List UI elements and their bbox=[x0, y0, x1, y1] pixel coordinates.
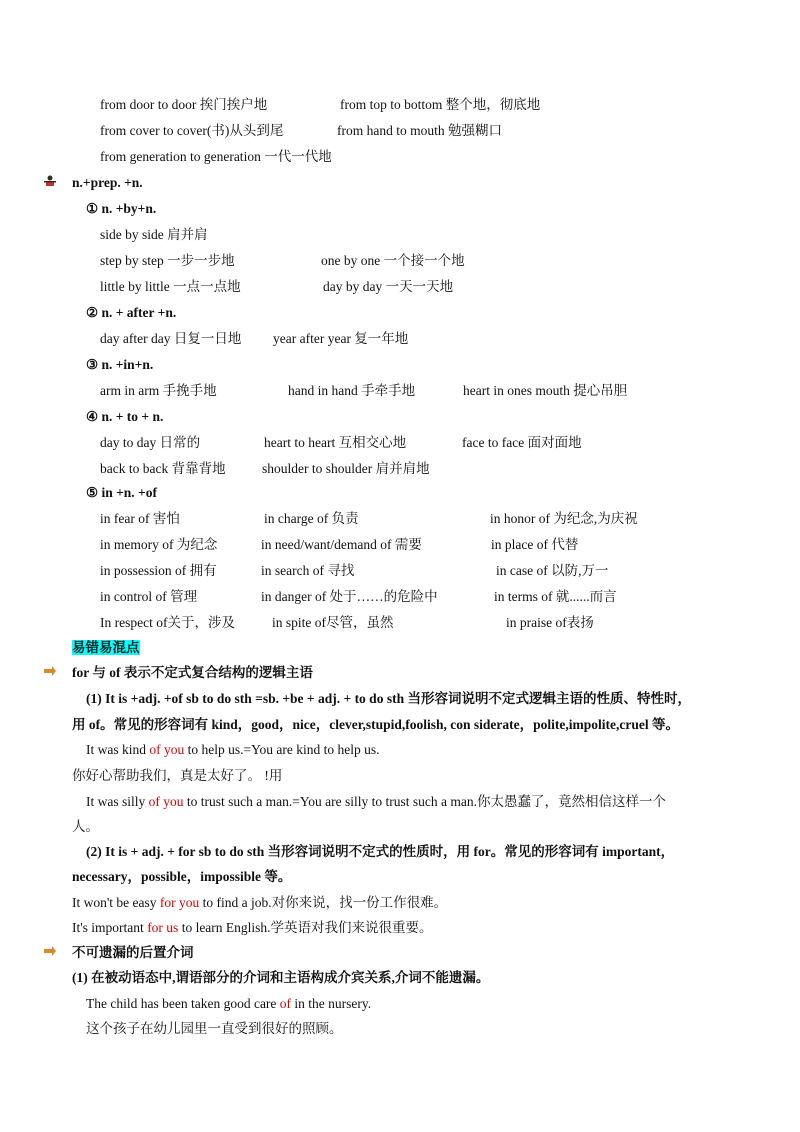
example-translation: 这个孩子在幼儿园里一直受到很好的照顾。 bbox=[86, 1021, 343, 1036]
example-text: to find a job.对你来说，找一份工作很难。 bbox=[199, 895, 448, 910]
example-sentence bbox=[86, 741, 380, 759]
subsection-heading: ① n. +by+n. bbox=[86, 201, 157, 216]
phrase-item: back to back 背靠背地 bbox=[100, 461, 226, 476]
phrase-row-1 bbox=[100, 96, 267, 114]
phrase-item: from door to door 挨门挨户地 bbox=[100, 97, 268, 112]
phrase-item: from hand to mouth 勉强糊口 bbox=[337, 123, 502, 138]
subsection-heading: ⑤ in +n. +of bbox=[86, 485, 158, 500]
phrase-item: in control of 管理 bbox=[100, 589, 198, 604]
phrase-item: in need/want/demand of 需要 bbox=[261, 537, 422, 552]
phrase-item: little by little 一点一点地 bbox=[100, 279, 241, 294]
phrase-item: hand in hand 手牵手地 bbox=[288, 383, 416, 398]
example-sentence bbox=[72, 894, 447, 912]
rule-text: necessary，possible，impossible 等。 bbox=[72, 869, 292, 884]
phrase-item: from cover to cover(书)从头到尾 bbox=[100, 123, 284, 138]
subsection-heading: ② n. + after +n. bbox=[86, 305, 177, 320]
rule-text: (1) 在被动语态中,谓语部分的介词和主语构成介宾关系,介词不能遗漏。 bbox=[72, 970, 490, 985]
subsection-heading: ④ n. + to + n. bbox=[86, 409, 164, 424]
emphasis-text: of you bbox=[148, 794, 184, 809]
example-text: It was silly bbox=[86, 794, 149, 809]
example-translation: 人。 bbox=[72, 819, 99, 834]
phrase-item: in danger of 处于……的危险中 bbox=[261, 589, 438, 604]
phrase-item: in honor of 为纪念,为庆祝 bbox=[490, 511, 638, 526]
example-text: It won't be easy bbox=[72, 895, 160, 910]
phrase-item: from top to bottom 整个地，彻底地 bbox=[340, 97, 541, 112]
phrase-row-3 bbox=[100, 148, 332, 166]
phrase-item: day to day 日常的 bbox=[100, 435, 201, 450]
emphasis-text: of bbox=[279, 996, 292, 1011]
phrase-item: heart to heart 互相交心地 bbox=[264, 435, 407, 450]
example-text: to trust such a man.=You are silly to trust such a man.你太愚蠢了，竟然相信这样一个 bbox=[183, 794, 666, 809]
example-text: It's important bbox=[72, 920, 148, 935]
phrase-item: in spite of尽管，虽然 bbox=[272, 615, 394, 630]
phrase-item: side by side 肩并肩 bbox=[100, 227, 208, 242]
phrase-item: in search of 寻找 bbox=[261, 563, 355, 578]
rule-text: (1) It is +adj. +of sb to do sth =sb. +be + adj. + to do sth 当形容词说明不定式逻辑主语的性质、特性时， bbox=[86, 691, 691, 706]
emphasis-text: for us bbox=[147, 920, 179, 935]
phrase-item: in charge of 负责 bbox=[264, 511, 359, 526]
phrase-item: step by step 一步一步地 bbox=[100, 253, 235, 268]
subsection-heading: ③ n. +in+n. bbox=[86, 357, 154, 372]
topic-heading: for 与 of 表示不定式复合结构的逻辑主语 bbox=[72, 665, 313, 680]
pointing-hand-icon bbox=[43, 945, 57, 957]
phrase-item: face to face 面对面地 bbox=[462, 435, 582, 450]
phrase-row-2 bbox=[100, 122, 283, 140]
phrase-item: year after year 复一年地 bbox=[273, 331, 409, 346]
phrase-row-1b bbox=[340, 96, 540, 114]
phrase-item: in possession of 拥有 bbox=[100, 563, 217, 578]
phrase-item: in terms of 就......而言 bbox=[494, 589, 617, 604]
example-text: to learn English.学英语对我们来说很重要。 bbox=[178, 920, 433, 935]
example-sentence bbox=[86, 995, 371, 1013]
phrase-item: one by one 一个接一个地 bbox=[321, 253, 465, 268]
phrase-item: in praise of表扬 bbox=[506, 615, 594, 630]
phrase-item: day after day 日复一日地 bbox=[100, 331, 242, 346]
emphasis-text: of you bbox=[149, 742, 185, 757]
example-text: to help us.=You are kind to help us. bbox=[184, 742, 380, 757]
topic-heading: 不可遗漏的后置介词 bbox=[72, 945, 194, 960]
rule-text: (2) It is + adj. + for sb to do sth 当形容词说明不定式的性质时，用 for。常见的形容词有 important， bbox=[86, 844, 675, 859]
emphasis-text: for you bbox=[159, 895, 200, 910]
phrase-item: heart in ones mouth 提心吊胆 bbox=[463, 383, 628, 398]
section-heading: n.+prep. +n. bbox=[72, 175, 143, 190]
example-translation: 你好心帮助我们，真是太好了。 !用 bbox=[72, 768, 283, 783]
example-text: It was kind bbox=[86, 742, 150, 757]
phrase-item: from generation to generation 一代一代地 bbox=[100, 149, 332, 164]
highlight-label: 易错易混点 bbox=[72, 640, 140, 655]
phrase-item: in case of 以防,万一 bbox=[496, 563, 609, 578]
phrase-item: In respect of关于，涉及 bbox=[100, 615, 235, 630]
example-text: in the nursery. bbox=[291, 996, 372, 1011]
example-text: The child has been taken good care bbox=[86, 996, 280, 1011]
phrase-item: in memory of 为纪念 bbox=[100, 537, 218, 552]
example-sentence bbox=[86, 793, 666, 811]
phrase-item: day by day 一天一天地 bbox=[323, 279, 454, 294]
person-icon bbox=[43, 175, 57, 187]
phrase-item: shoulder to shoulder 肩并肩地 bbox=[262, 461, 430, 476]
example-sentence bbox=[72, 919, 433, 937]
pointing-hand-icon bbox=[43, 665, 57, 677]
phrase-item: arm in arm 手挽手地 bbox=[100, 383, 217, 398]
phrase-item: in fear of 害怕 bbox=[100, 511, 180, 526]
phrase-row-2b bbox=[337, 122, 502, 140]
phrase-item: in place of 代替 bbox=[491, 537, 579, 552]
rule-text: 用 of。常见的形容词有 kind，good，nice，clever,stupid,foolish, con siderate，polite,impolite,cruel 等。 bbox=[72, 717, 679, 732]
confusion-label bbox=[72, 639, 140, 657]
